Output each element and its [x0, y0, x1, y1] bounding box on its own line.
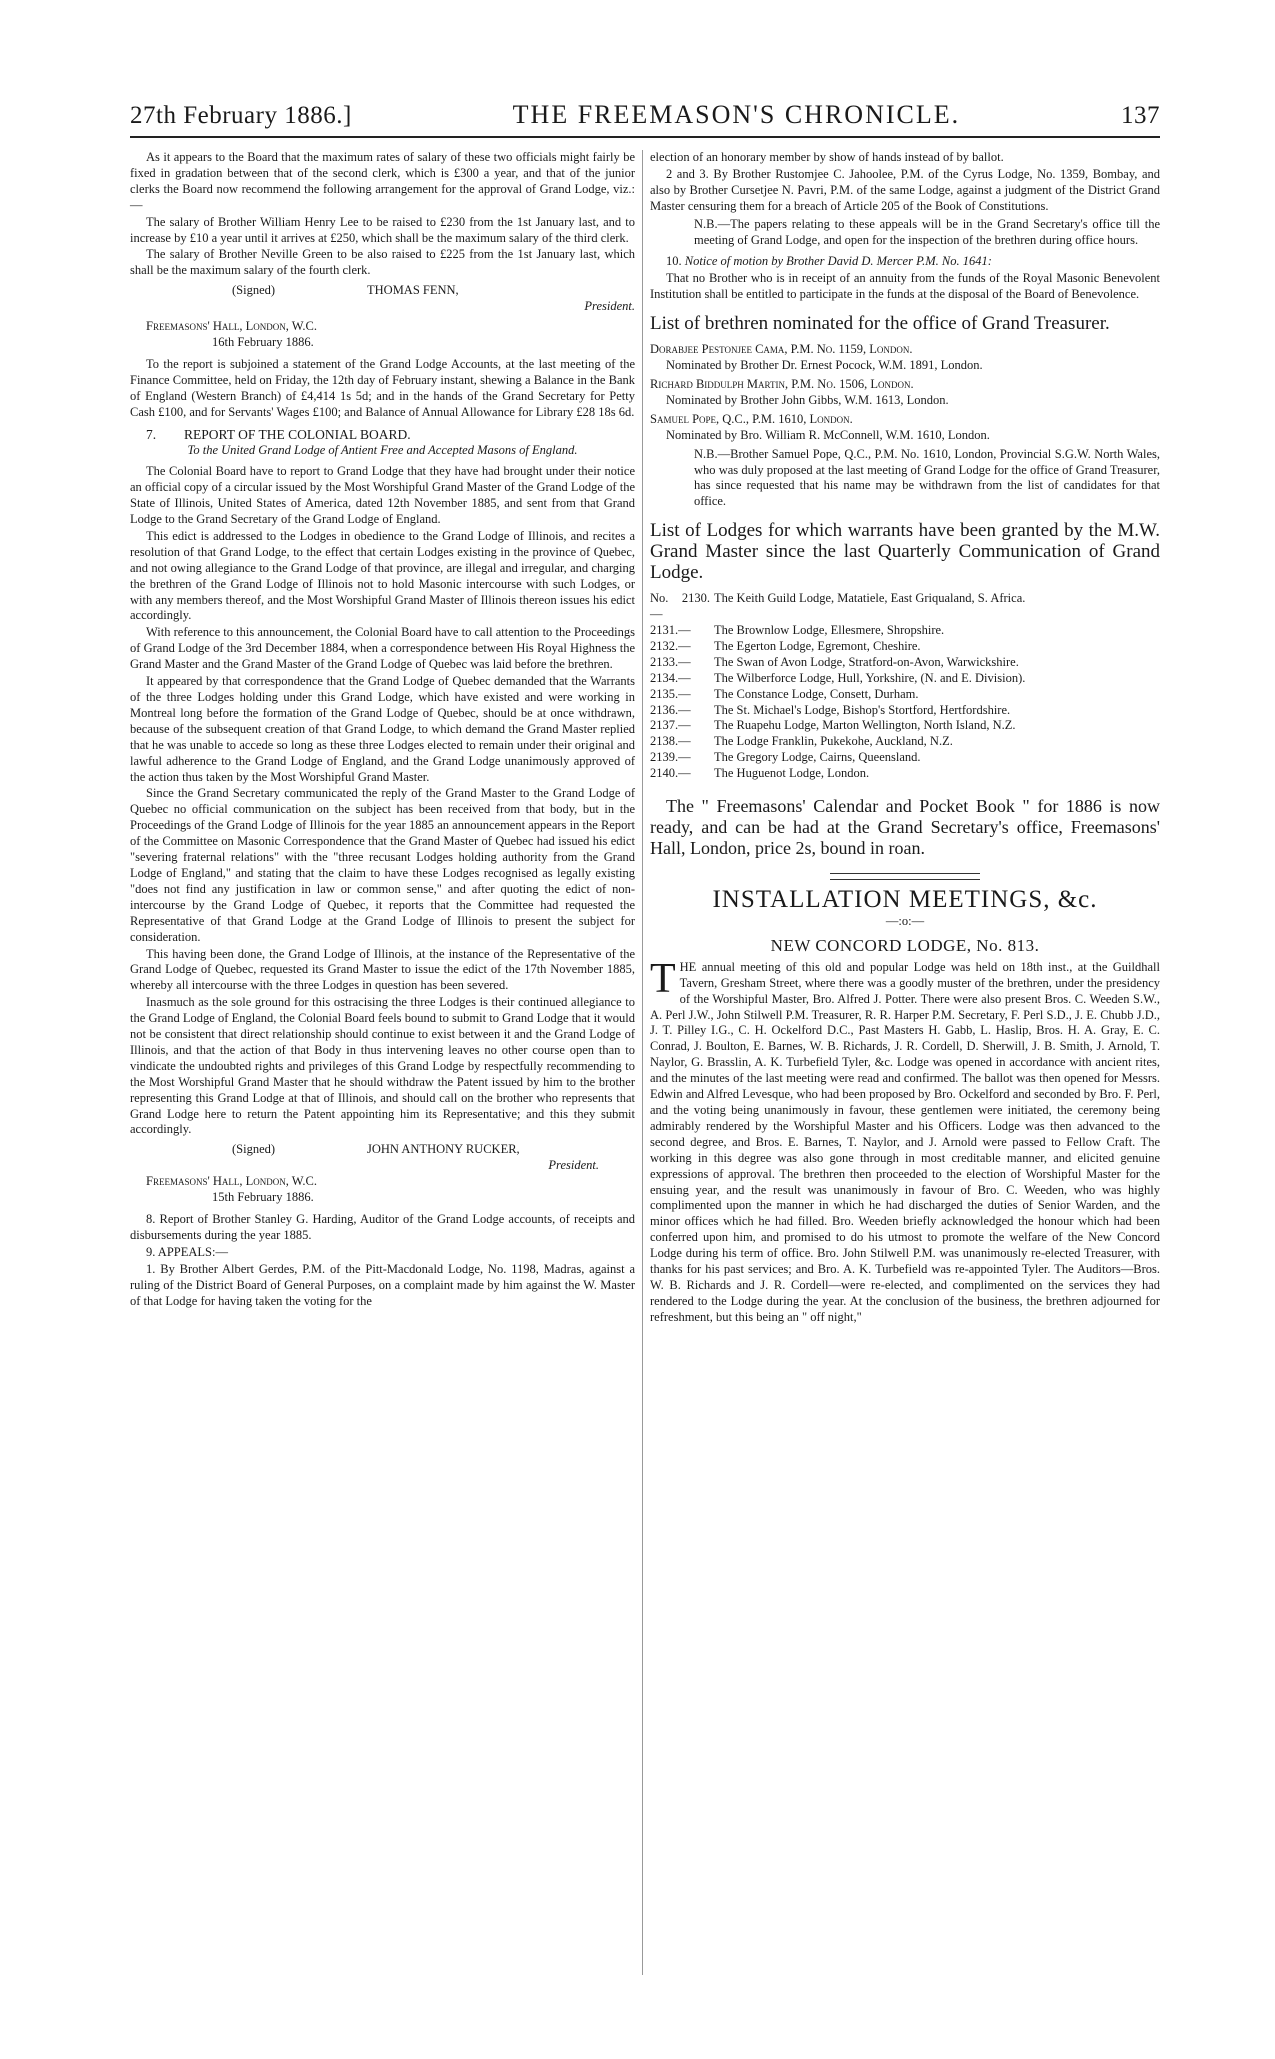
item-number: 10.: [666, 254, 682, 269]
ornament: —:o:—: [885, 914, 925, 928]
lodge-name: The Constance Lodge, Consett, Durham.: [714, 686, 919, 701]
lodge-item: [650, 734, 1160, 750]
column-divider: [642, 150, 643, 1975]
lodge-item: [650, 671, 1160, 687]
signatory-title: President.: [548, 1158, 599, 1173]
nominator: Nominated by Brother John Gibbs, W.M. 1613, London.: [666, 392, 949, 407]
treasurer-heading: List of brethren nominated for the office of Grand Treasurer.: [650, 313, 1110, 335]
installation-heading: INSTALLATION MEETINGS, &c.: [712, 886, 1098, 914]
publication-title: THE FREEMASON'S CHRONICLE.: [512, 100, 961, 129]
lodge-name: The Ruapehu Lodge, Marton Wellington, North Island, N.Z.: [714, 718, 1016, 733]
lodge-number: 2131.—: [650, 623, 691, 638]
section-heading: [130, 427, 635, 443]
signed-label: (Signed): [232, 1142, 276, 1157]
section-title: REPORT OF THE COLONIAL BOARD.: [184, 426, 411, 442]
lodge-number: 2139.—: [650, 750, 691, 765]
lodge-item: [650, 655, 1160, 671]
lodge-number: 2137.—: [650, 718, 691, 733]
paragraph: That no Brother who is in receipt of an annuity from the funds of the Royal Masonic Benevolent Institution shall be entitled to participate in the funds at the disposal of the Board of Benevolence.: [650, 271, 1160, 302]
section-subtitle: To the United Grand Lodge of Antient Free and Accepted Masons of England.: [187, 443, 578, 458]
right-column: [650, 150, 1160, 1327]
paragraph: Since the Grand Secretary communicated the reply of the Grand Master to the Grand Lodge of Quebec no official communication on the subject has been received from that body, but in the Proceedings of the Grand Lodge of Illinois for the year 1885 an announcement appears in the Report of the Committee on Masonic Correspondence that the Grand Master of Quebec had issued his edict "severing fraternal relations" with the "three recusant Lodges holding authority from the Grand Lodge of England," and stating that the claim to have these Lodges recognised as legally existing "does not find any justification in law or common sense," and after quoting the edict of non-intercourse by the Grand Lodge of Quebec, it reports that the Committee had requested the Representative of that Grand Lodge at the Grand Lodge of Illinois to present the subject for consideration.: [130, 786, 635, 944]
left-column: [130, 150, 635, 1310]
lodge-name: The Gregory Lodge, Cairns, Queensland.: [714, 750, 921, 765]
lodge-number: 2133.—: [650, 654, 691, 669]
signatory-name: JOHN ANTHONY RUCKER,: [367, 1142, 520, 1157]
lodge-item: [650, 718, 1160, 734]
calendar-notice: The " Freemasons' Calendar and Pocket Book " for 1886 is now ready, and can be had at the Grand Secretary's office, Freemasons' Hall, London, price 2s, bound in roan.: [650, 796, 1160, 859]
lodge-name: The Lodge Franklin, Pukekohe, Auckland, N.Z.: [714, 734, 953, 749]
signatory-name: THOMAS FENN,: [367, 283, 459, 298]
drop-cap: T: [650, 955, 676, 1002]
lodge-name: The Brownlow Lodge, Ellesmere, Shropshire.: [714, 623, 945, 638]
lodge-number: 2132.—: [650, 638, 691, 653]
address-date: 15th February 1886.: [212, 1190, 314, 1205]
address-line: Freemasons' Hall, London, W.C.: [146, 1174, 318, 1189]
issue-date: 27th February 1886.]: [130, 102, 352, 129]
lodge-item: [650, 639, 1160, 655]
paragraph: Inasmuch as the sole ground for this ostracising the three Lodges is their continued allegiance to the Grand Lodge of England, the Colonial Board feels bound to submit to Grand Lodge that it would not be consistent that direct relationship should continue to exist between it and the Grand Lodge of Illinois, and that the action of that Body in thus intervening leaves no other course open than to vindicate the undoubted rights and privileges of this Grand Lodge by respectfully recommending to the Most Worshipful Grand Master that he should withdraw the Patent issued by him to the brother representing this Grand Lodge at that of Illinois, and should call on the brother who represents that Grand Lodge here to return the Patent appointing him its Representative; and this they submit accordingly.: [130, 995, 635, 1137]
item-title: Notice of motion by Brother David D. Mercer P.M. No. 1641:: [684, 254, 992, 269]
page-number: 137: [1121, 102, 1160, 129]
signature-block: [130, 283, 635, 299]
lodge-name: The Swan of Avon Lodge, Stratford-on-Avon, Warwickshire.: [714, 654, 1019, 669]
lodge-name: The Wilberforce Lodge, Hull, Yorkshire, (N. and E. Division).: [714, 670, 1026, 685]
paragraph: 1. By Brother Albert Gerdes, P.M. of the Pitt-Macdonald Lodge, No. 1198, Madras, against a ruling of the District Board of General Purposes, on a complaint made by him against the W. Master of that Lodge for having taken the voting for the: [130, 1261, 635, 1308]
paragraph: The salary of Brother William Henry Lee to be raised to £230 from the 1st January last, and to increase by £10 a year until it arrives at £250, which shall be the maximum salary of the third clerk.: [130, 214, 635, 245]
lodge-number: 2135.—: [650, 686, 691, 701]
paragraph: election of an honorary member by show of hands instead of by ballot.: [650, 150, 1004, 164]
lodge-item: [650, 687, 1160, 703]
nominator: Nominated by Brother Dr. Ernest Pocock, W.M. 1891, London.: [666, 358, 983, 373]
address-line: Freemasons' Hall, London, W.C.: [146, 319, 318, 334]
agenda-item: 8. Report of Brother Stanley G. Harding, Auditor of the Grand Lodge accounts, of receipts and disbursements during the year 1885.: [130, 1212, 635, 1242]
lodge-name: The Keith Guild Lodge, Matatiele, East Griqualand, S. Africa.: [714, 591, 1026, 606]
section-number: 7.: [146, 426, 157, 442]
paragraph: To the report is subjoined a statement of the Grand Lodge Accounts, at the last meeting of the Finance Committee, held on Friday, the 12th day of February instant, shewing a Balance in the Bank of England (Western Branch) of £4,414 1s 5d; and in the hands of the Grand Secretary for Petty Cash £100, and for Servants' Wages £100; and Balance of Annual Allowance for Library £28 18s 6d.: [130, 356, 635, 419]
lodge-item: [650, 623, 1160, 639]
paragraph: The salary of Brother Neville Green to be also raised to £225 from the 1st January last, which shall be the maximum salary of the fourth clerk.: [130, 247, 635, 278]
paragraph: With reference to this announcement, the Colonial Board have to call attention to the Proceedings of Grand Lodge of the 3rd December 1884, when a correspondence between His Royal Highness the Grand Master and the Grand Master of the Grand Lodge of Quebec was laid before the brethren.: [130, 625, 635, 672]
report-body: [650, 955, 1160, 1326]
paragraph: It appeared by that correspondence that the Grand Lodge of Quebec demanded that the Warrants of the three Lodges holding under this Grand Lodge, which have existed and were working in Montreal long before the formation of the Grand Lodge of Quebec, should be at once withdrawn, because of the subsequent creation of that Grand Lodge, to which demand the Grand Master replied that he was unable to accede so long as these three Lodges elected to remain under their original and lawful adherence to the Grand Lodge of England, and the Grand Lodge unanimously approved of the action thus taken by the Most Worshipful Grand Master.: [130, 674, 635, 784]
signature-block: [130, 1142, 635, 1158]
lodge-item: [650, 750, 1160, 766]
paragraph: This edict is addressed to the Lodges in obedience to the Grand Lodge of Illinois, and recites a resolution of that Grand Lodge, to the effect that certain Lodges existing in the province of Quebec, and not owing allegiance to the Grand Lodge of that province, are illegal and irregular, and charging the brethren of the Grand Lodge of Illinois not to hold Masonic intercourse with such Lodges, or with any members thereof, and the Most Worshipful Grand Master of Illinois thereon issues his edict accordingly.: [130, 528, 635, 623]
warrants-heading: List of Lodges for which warrants have been granted by the M.W. Grand Master since the last Quarterly Communication of Grand Lodge.: [650, 520, 1160, 584]
lodge-report-heading: NEW CONCORD LODGE, No. 813.: [770, 935, 1040, 955]
lodge-item: [650, 591, 1160, 623]
lodge-number: 2140.—: [650, 766, 691, 781]
nominee-name: Samuel Pope, Q.C., P.M. 1610, London.: [650, 411, 853, 426]
note: N.B.—The papers relating to these appeals will be in the Grand Secretary's office till the meeting of Grand Lodge, and open for the inspection of the brethren during office hours.: [694, 216, 1160, 247]
section-rule: [830, 873, 980, 880]
lodge-number: 2136.—: [650, 702, 691, 717]
lodge-list: [650, 591, 1160, 782]
signatory-title: President.: [584, 299, 635, 314]
lodge-item: [650, 703, 1160, 719]
lodge-item: [650, 766, 1160, 782]
paragraph: 2 and 3. By Brother Rustomjee C. Jahoolee, P.M. of the Cyrus Lodge, No. 1359, Bombay, and also by Brother Cursetjee N. Pavri, P.M. of the same Lodge, against a judgment of the District Grand Master censuring them for a breach of Article 205 of the Book of Constitutions.: [650, 166, 1160, 213]
agenda-item: [650, 254, 1160, 270]
paragraph: This having been done, the Grand Lodge of Illinois, at the instance of the Representative of the Grand Lodge of Quebec, requested its Grand Master to issue the edict of the 17th November 1885, whereby all intercourse with the three Lodges in question has been severed.: [130, 946, 635, 993]
nominee-name: Richard Biddulph Martin, P.M. No. 1506, London.: [650, 376, 914, 391]
signed-label: (Signed): [232, 283, 276, 298]
report-text: HE annual meeting of this old and popular Lodge was held on 18th inst., at the Guildhall Tavern, Gresham Street, where there was a goodly muster of the brethren, under the presidency of the Worshipful Master, Bro. Alfred J. Potter. There were also present Bros. C. Weeden S.W., A. Perl J.W., John Stilwell P.M. Treasurer, R. R. Harper P.M. Secretary, F. Perl S.D., J. E. Chubb J.D., J. T. Pilley I.G., C. H. Ockelford D.C., Past Masters H. Gabb, L. Haslip, Bros. H. A. Gray, E. C. Conrad, J. Boulton, E. Barnes, W. B. Richards, J. R. Cordell, D. Sherwill, J. B. Smith, J. Arnold, T. Naylor, G. Brasslin, A. K. Turbefield Tyler, &c. Lodge was opened in accordance with ancient rites, and the minutes of the last meeting were read and confirmed. The ballot was then opened for Messrs. Edwin and Alfred Levesque, who had been proposed by Bro. Ockelford and seconded by Bro. F. Perl, and the voting being unanimously in favour, these gentlemen were initiated, the ceremony being admirably rendered by the Worshipful Master and his Officers. Lodge was then advanced to the second degree, and Bros. E. Barnes, T. Naylor, and J. Arnold were passed to Fellow Craft. The working in this degree was also gone through in most creditable manner, and elicited genuine expressions of approval. The brethren then proceeded to the election of Worshipful Master for the ensuing year, and the result was unanimously in favour of Bro. C. Weeden, who was highly complimented upon the manner in which he had discharged the duties of Senior Warden, and the minor offices which he had filled. Bro. Weeden briefly acknowledged the honour which had been conferred upon him, and promised to do his utmost to promote the welfare of the New Concord Lodge during his term of office. Bro. John Stilwell P.M. was unanimously re-elected Treasurer, with thanks for his past services; and Bro. A. K. Turbefield was re-appointed Tyler. The Auditors—Bros. W. B. Richards and J. R. Cordell—were re-elected, and complimented on the services they had rendered to the Lodge during the year. At the conclusion of the business, the brethren adjourned for refreshment, but this being an " off night,": [650, 959, 1160, 1324]
lodge-name: The Huguenot Lodge, London.: [714, 766, 870, 781]
note: N.B.—Brother Samuel Pope, Q.C., P.M. No. 1610, London, Provincial S.G.W. North Wales, who was duly proposed at the last meeting of Grand Lodge for the office of Grand Treasurer, has since requested that his name may be withdrawn from the list of candidates for that office.: [694, 446, 1160, 509]
nominee-name: Dorabjee Pestonjee Cama, P.M. No. 1159, London.: [650, 342, 913, 357]
address-date: 16th February 1886.: [212, 334, 314, 349]
lodge-number: No. 2130.—: [650, 591, 710, 622]
paragraph: As it appears to the Board that the maximum rates of salary of these two officials might fairly be fixed in gradation between that of the second clerk, which is £300 a year, and that of the junior clerks the Board now recommend the following arrangement for the approval of Grand Lodge, viz.:—: [130, 150, 635, 212]
masthead: [130, 100, 1160, 138]
lodge-number: 2134.—: [650, 670, 691, 685]
agenda-item: 9. APPEALS:—: [146, 1244, 228, 1259]
paragraph: The Colonial Board have to report to Grand Lodge that they have had brought under their notice an official copy of a circular issued by the Most Worshipful Grand Master of the Grand Lodge of the State of Illinois, United States of America, dated 12th November 1885, and sent from that Grand Lodge to the Grand Secretary of the Grand Lodge of England.: [130, 464, 635, 527]
lodge-number: 2138.—: [650, 734, 691, 749]
lodge-name: The Egerton Lodge, Egremont, Cheshire.: [714, 638, 921, 653]
nominator: Nominated by Bro. William R. McConnell, W.M. 1610, London.: [666, 427, 990, 442]
lodge-name: The St. Michael's Lodge, Bishop's Stortford, Hertfordshire.: [714, 702, 1011, 717]
